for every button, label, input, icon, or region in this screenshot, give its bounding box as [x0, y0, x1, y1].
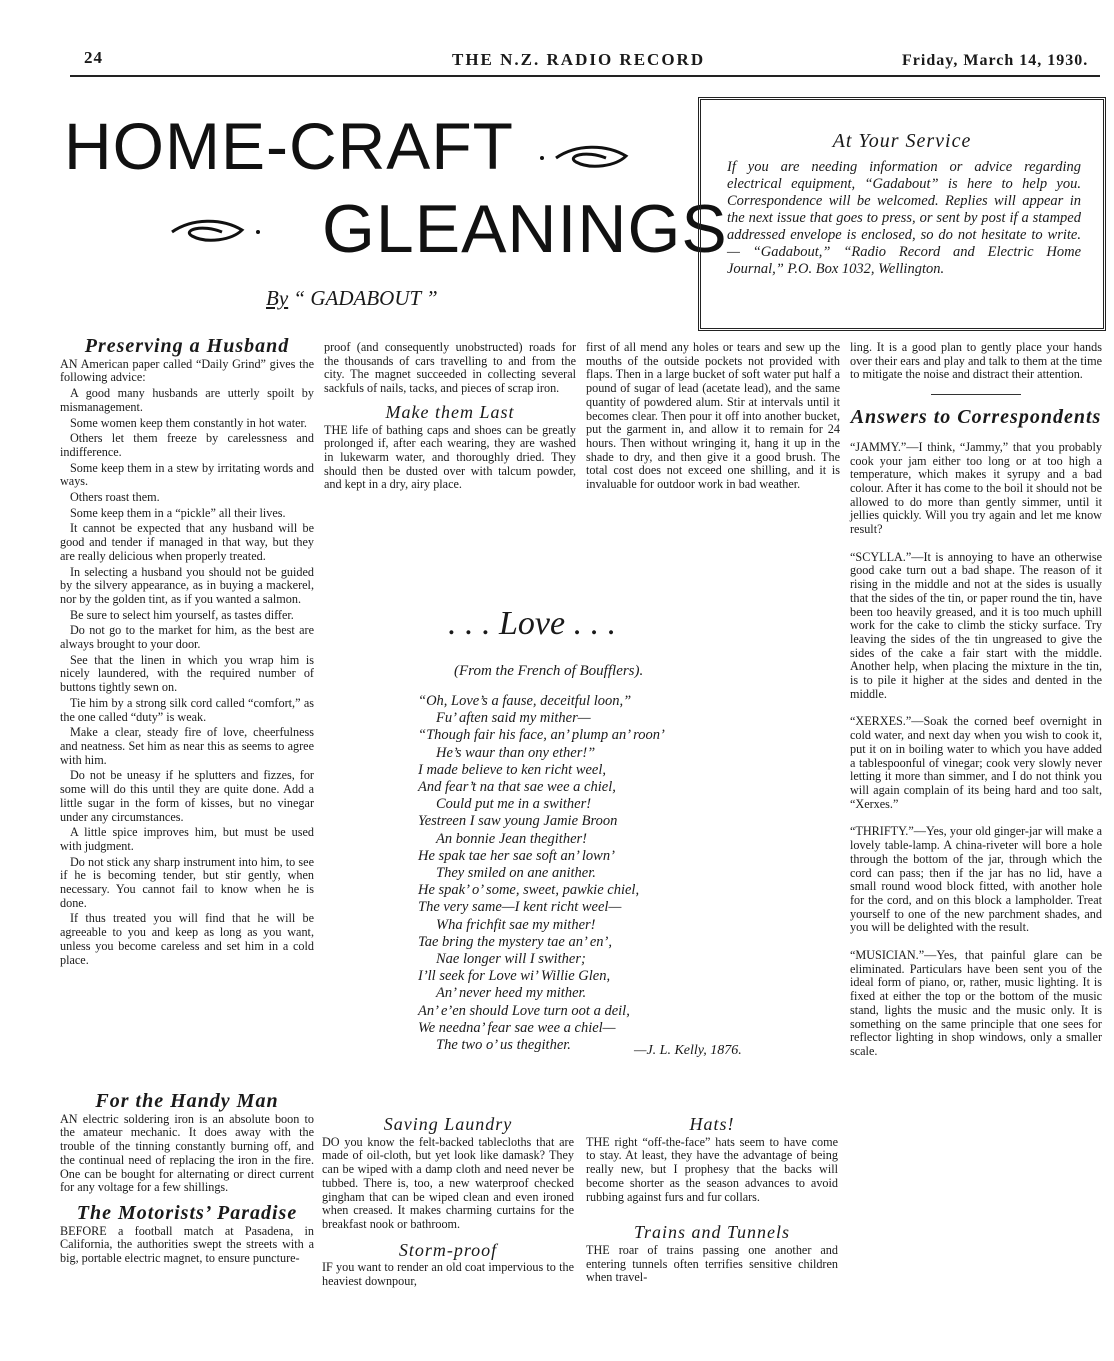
poem-line: Tae bring the mystery tae an’ en’,	[418, 933, 612, 950]
byline-prefix: By	[266, 286, 289, 310]
preserving-paragraph: Some women keep them constantly in hot water.	[70, 415, 307, 430]
poem-line: He spak’ o’ some, sweet, pawkie chiel,	[418, 882, 640, 899]
preserving-paragraph: It cannot be expected that any husband will be good and tender if managed in that way, but they are really delicious when properly treated.	[60, 521, 314, 563]
poem-line: I’ll seek for Love wi’ Willie Glen,	[418, 968, 611, 985]
service-box-heading: At Your Service	[832, 130, 972, 152]
poem-line: Could put me in a swither!	[436, 796, 592, 813]
preserving-paragraph: Tie him by a strong silk cord called “comfort,” as the one called “duty” is weak.	[60, 695, 314, 724]
ornament-swirl-icon	[536, 140, 636, 176]
poem-line: Nae longer will I swither;	[436, 951, 586, 968]
publication-title: THE N.Z. RADIO RECORD	[452, 50, 706, 69]
answers-body	[850, 441, 1102, 1059]
section-divider	[931, 394, 1021, 395]
preserving-paragraph: Do not be uneasy if he splutters and fizzes, for some will do this until they are quite done. Add a little sugar in the form of kisses, but no vinegar under any circumstances.	[60, 768, 314, 824]
masthead-rule	[70, 75, 1100, 77]
poem-line: An bonnie Jean thegither!	[436, 830, 587, 847]
poem-line: Fu’ aften said my mither—	[436, 710, 591, 727]
laundry-section	[322, 1114, 574, 1291]
poem-line: I made believe to ken richt weel,	[418, 761, 607, 778]
preserving-paragraph: Others let them freeze by carelessness and indifference.	[60, 431, 314, 459]
poem-subheading: (From the French of Boufflers).	[454, 663, 644, 679]
poem-lines	[418, 693, 798, 1054]
poem-line: They smiled on ane anither.	[436, 865, 596, 882]
column-1-lower	[60, 1090, 314, 1268]
poem-line: “Oh, Love’s a fause, deceitful loon,”	[418, 693, 632, 709]
heading-storm: Storm-proof	[398, 1239, 498, 1260]
page-number: 24	[84, 48, 103, 67]
poem-line: The two o’ us thegither.	[436, 1037, 571, 1054]
service-box-body: If you are needing information or advice regarding electrical equipment, “Gadabout” is here to help you. Correspondence will be welcomed. Replies will appear in the next issue that goes to press, or sent by post if a stamped addressed envelope is enclosed, so do not hesitate to write.— “Gadabout,” “Radio Record and Electric Home Journal,” P.O. Box 1032, Wellington.	[727, 159, 1081, 277]
poem-line: The very same—I kent richt weel—	[418, 899, 622, 916]
preserving-body	[60, 358, 314, 968]
preserving-paragraph: Do not go to the market for him, as the best are always brought to your door.	[60, 623, 314, 652]
preserving-paragraph: In selecting a husband you should not be guided by the silvery appearance, as in buying a mackerel, nor by the golden tint, as if you wanted a salmon.	[60, 564, 314, 606]
preserving-paragraph: Be sure to select him yourself, as tastes differ.	[70, 607, 294, 622]
preserving-paragraph: Some keep them in a stew by irritating words and ways.	[60, 460, 314, 489]
heading-motorists: The Motorists’ Paradise	[76, 1201, 298, 1224]
poem-line: An’ never heed my mither.	[436, 985, 587, 1002]
column-2	[324, 341, 576, 494]
answer-item: “MUSICIAN.”—Yes, that painful glare can be eliminated. Particulars have been sent you of the ideal form of piano, or, rather, music lighting. It is fixed at either the top or the bottom of the music stand, lights the music and the music only. It is something on the same principle that one sees for reflector lighting in shop windows, only a smaller scale.	[850, 948, 1102, 1058]
title-line-2: GLEANINGS	[322, 191, 728, 267]
make-last-body: THE life of bathing caps and shoes can be greatly prolonged if, after each wearing, they are washed in lukewarm water, and thoroughly dried. They should then be dusted over with talcum powder, and kept in a dry, airy place.	[324, 422, 576, 492]
poem-line: He spak tae her sae soft an’ lown’	[418, 847, 615, 864]
column-1	[60, 335, 314, 969]
heading-make-last: Make them Last	[385, 401, 515, 422]
storm-body: IF you want to render an old coat impervious to the heaviest downpour,	[322, 1260, 574, 1289]
byline	[266, 286, 438, 311]
preserving-paragraph: Some keep them in a “pickle” all their lives.	[70, 505, 286, 520]
hats-section	[586, 1114, 838, 1287]
hats-body: THE right “off-the-face” hats seem to have come to stay. At least, they have the advantage of being really new, but I prophesy that the backs will become shorter as the season advances to avoid rubbing against furs and fur collars.	[586, 1134, 838, 1204]
trains-continued: ling. It is a good plan to gently place your hands over their ears and play and talk to them at the time to mitigate the noise and distract their attention.	[850, 340, 1102, 382]
handy-man-body: AN electric soldering iron is an absolute boon to the amateur mechanic. It does away with the trouble of the tinning constantly burning off, and the continual need of replacing the iron in the fire. One can be bought for alternating or direct current for any voltage for a few shillings.	[60, 1111, 314, 1195]
poem-line: “Though fair his face, an’ plump an’ roon’	[418, 727, 665, 744]
answer-item: “JAMMY.”—I think, “Jammy,” that you probably cook your jam either too long or at too high a temperature, which makes it syrupy and a bad colour. After it has come to the boil it should not be allowed to do more than gently simmer, until it jellies quickly. Will you try again and let me know result?	[850, 439, 1102, 537]
preserving-paragraph: A little spice improves him, but must be used with judgment.	[60, 825, 314, 853]
poem-line: Wha frichfit sae my mither!	[436, 916, 596, 933]
preserving-paragraph: Do not stick any sharp instrument into him, to see if he is becoming tender, but stir gently, when necessary. You cannot fail to know when he is done.	[60, 854, 314, 910]
preserving-paragraph: A good many husbands are utterly spoilt by mismanagement.	[60, 386, 314, 414]
preserving-paragraph: Make a clear, steady fire of love, cheerfulness and neatness. Set him as near this as seems to agree with him.	[60, 725, 314, 767]
poem-attribution: —J. L. Kelly, 1876.	[634, 1043, 742, 1058]
poem-line: Yestreen I saw young Jamie Broon	[418, 813, 618, 830]
byline-name: “ GADABOUT ”	[293, 286, 438, 310]
preserving-paragraph: AN American paper called “Daily Grind” gives the following advice:	[60, 356, 314, 385]
heading-answers: Answers to Correspondents	[850, 406, 1102, 429]
column-3	[586, 341, 840, 494]
poem-line: We needna’ fear sae wee a chiel—	[418, 1019, 616, 1036]
answer-item: “SCYLLA.”—It is annoying to have an otherwise good cake turn out a bad shape. The reason of it rising in the middle and not at the sides is usually that the sides of the tin, or paper round the tin, have been too heavily greased, and it is too much uphill work for the cake to climb the sticky surface. Try leaving the sides of the tin ungreased to give the sides of the cake a fair start with the middle. Another help, when placing the mixture in the tin, is to pile it higher at the sides and dented in the middle.	[850, 549, 1102, 701]
title-line-1: HOME-CRAFT	[64, 109, 514, 183]
trains-body: THE roar of trains passing one another and entering tunnels often terrifies sensitive children when travel-	[586, 1242, 838, 1285]
answer-item: “XERXES.”—Soak the corned beef overnight in cold water, and next day when you wish to cook it, put it on in boiling water to which you have added a tablespoonful of vinegar; cook very slowly never letting it more than simmer, and I do not think you will again complain of its being hard and too salt, “Xerxes.”	[850, 714, 1102, 811]
motorists-body: BEFORE a football match at Pasadena, in California, the authorities swept the streets with a big, portable electric magnet, to ensure puncture-	[60, 1223, 314, 1266]
ornament-swirl-icon	[166, 214, 266, 250]
storm-continued: first of all mend any holes or tears and sew up the mouths of the outside pockets not provided with flaps. Then in a large bucket of soft water put half a pound of sugar of lead (acetate lead), and the same quantity of powdered alum. Stir at intervals until it becomes clear. Then pour it off into another bucket, put the garment in, and allow it to remain for 24 hours. Then without wringing it, hang it up in the shade to dry, and then give it a good brush. The total cost does not exceed one shilling, and it is invaluable for outdoor work in bad weather.	[586, 340, 840, 492]
preserving-paragraph: Others roast them.	[70, 490, 160, 505]
preserving-paragraph: If thus treated you will find that he will be agreeable to you and keep as long as you want, unless you become careless and set him in a cold place.	[60, 911, 314, 967]
poem-line: An’ e’en should Love turn oot a deil,	[418, 1002, 630, 1019]
poem-line: And fear’t na that sae wee a chiel,	[418, 779, 616, 796]
laundry-body: DO you know the felt-backed tablecloths that are made of oil-cloth, but yet look like damask? They can be wiped with a damp cloth and need never be tubbed. There is, too, a new waterproof checked gingham that can be wiped clean and even ironed when creased. It makes charming curtains for the breakfast nook or bathroom.	[322, 1134, 574, 1231]
heading-preserving: Preserving a Husband	[84, 335, 290, 357]
poem-line: He’s waur than ony ether!”	[436, 744, 596, 761]
heading-hats: Hats!	[689, 1114, 735, 1134]
motorists-continued: proof (and consequently unobstructed) roads for the thousands of cars travelling to and from the city. The magnet succeeded in collecting several sackfuls of nails, tacks, and pieces of scrap iron.	[324, 340, 576, 396]
issue-date: Friday, March 14, 1930.	[902, 52, 1089, 69]
answer-item: “THRIFTY.”—Yes, your old ginger-jar will make a lovely table-lamp. A china-riveter will bore a hole through the bottom of the jar, through which the cord can pass; then if the jar has no lid, have a small round wood block fitted, with another hole for the cord, and on this block a lampholder. Treat yourself to one of the new parchment shades, and you will be delighted with the result.	[850, 824, 1102, 935]
heading-trains: Trains and Tunnels	[633, 1222, 791, 1243]
poem-heading: . . . Love . . .	[448, 605, 617, 642]
preserving-paragraph: See that the linen in which you wrap him is nicely laundered, with the required number of buttons tightly sewn on.	[60, 652, 314, 695]
heading-handy-man: For the Handy Man	[95, 1090, 279, 1112]
heading-laundry: Saving Laundry	[383, 1114, 513, 1134]
column-4	[850, 341, 1102, 1073]
service-box	[698, 97, 1106, 331]
